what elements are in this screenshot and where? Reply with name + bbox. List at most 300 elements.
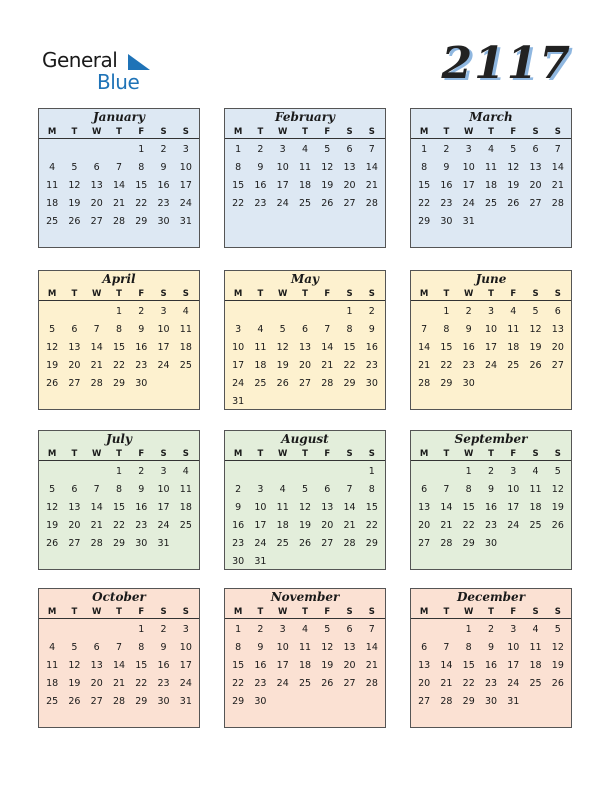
week-row xyxy=(225,357,385,375)
weekday-label: W xyxy=(278,607,288,617)
weekday-label: M xyxy=(47,127,57,137)
day-cell: 11 xyxy=(254,342,267,353)
day-cell: 20 xyxy=(90,198,103,209)
day-cell: 13 xyxy=(68,342,81,353)
day-cell xyxy=(502,535,524,553)
weekday-label: S xyxy=(346,289,353,299)
week-row xyxy=(39,621,199,639)
day-cell: 18 xyxy=(298,180,312,191)
day-cell xyxy=(524,693,546,711)
day-cell xyxy=(361,393,383,411)
day-grid xyxy=(39,301,199,393)
week-row xyxy=(39,303,199,321)
weekday-label: W xyxy=(464,289,474,299)
day-cell xyxy=(86,463,108,481)
day-cell: 24 xyxy=(462,198,475,209)
week-row xyxy=(225,535,385,553)
day-cell: 16 xyxy=(365,342,378,353)
week-row xyxy=(39,499,199,517)
day-cell: 17 xyxy=(254,520,267,531)
day-cell xyxy=(272,553,294,571)
month-december xyxy=(410,588,572,728)
day-cell: 5 xyxy=(554,466,561,477)
day-cell: 4 xyxy=(182,306,189,317)
day-cell: 17 xyxy=(462,180,475,191)
day-cell: 15 xyxy=(365,502,378,513)
day-cell: 26 xyxy=(551,520,564,531)
weekday-label: T xyxy=(71,607,78,617)
week-row xyxy=(411,357,571,375)
day-cell: 21 xyxy=(343,520,356,531)
weekday-label: T xyxy=(443,607,450,617)
day-cell xyxy=(294,463,316,481)
day-cell: 15 xyxy=(462,660,475,671)
day-cell: 12 xyxy=(321,642,334,653)
day-cell: 18 xyxy=(484,180,498,191)
day-cell: 17 xyxy=(157,502,170,513)
day-cell: 7 xyxy=(443,484,450,495)
day-cell: 15 xyxy=(135,180,148,191)
day-cell: 30 xyxy=(484,538,498,549)
week-row xyxy=(39,159,199,177)
day-cell xyxy=(108,141,130,159)
logo-blue-text: Blue xyxy=(97,70,140,94)
day-cell: 31 xyxy=(179,696,192,707)
day-cell: 31 xyxy=(179,216,192,227)
day-grid xyxy=(225,461,385,571)
day-cell: 19 xyxy=(298,520,312,531)
weekday-label: S xyxy=(554,127,561,137)
day-cell xyxy=(86,303,108,321)
day-cell: 23 xyxy=(254,678,267,689)
weekday-label: S xyxy=(346,127,353,137)
day-cell: 4 xyxy=(510,306,517,317)
weekday-label: W xyxy=(92,449,102,459)
brand-logo xyxy=(42,48,162,98)
day-cell: 21 xyxy=(440,678,453,689)
day-cell: 22 xyxy=(232,198,245,209)
day-cell: 29 xyxy=(112,378,126,389)
day-cell: 28 xyxy=(343,538,356,549)
day-cell xyxy=(63,141,85,159)
week-row xyxy=(225,177,385,195)
day-cell: 22 xyxy=(462,520,475,531)
day-cell: 11 xyxy=(529,642,542,653)
week-row xyxy=(225,639,385,657)
day-cell: 30 xyxy=(157,216,170,227)
day-grid xyxy=(411,139,571,231)
day-cell: 30 xyxy=(254,696,267,707)
day-cell: 4 xyxy=(49,642,56,653)
week-row xyxy=(411,675,571,693)
day-cell xyxy=(435,463,457,481)
day-cell: 14 xyxy=(112,180,126,191)
day-cell: 13 xyxy=(418,502,431,513)
month-grid xyxy=(38,108,576,734)
day-cell: 3 xyxy=(279,624,286,635)
day-cell: 20 xyxy=(343,180,356,191)
day-cell: 10 xyxy=(254,502,267,513)
day-cell: 4 xyxy=(532,466,539,477)
day-cell: 5 xyxy=(71,642,78,653)
day-cell: 25 xyxy=(46,696,59,707)
day-cell: 18 xyxy=(529,660,542,671)
day-cell: 10 xyxy=(157,324,170,335)
day-cell: 6 xyxy=(324,484,331,495)
day-cell xyxy=(524,535,546,553)
weekday-label: T xyxy=(257,607,264,617)
day-cell: 31 xyxy=(232,396,245,407)
day-cell: 25 xyxy=(254,378,267,389)
day-cell: 16 xyxy=(135,342,148,353)
week-row xyxy=(225,375,385,393)
day-cell: 8 xyxy=(443,324,450,335)
day-cell: 25 xyxy=(484,198,498,209)
day-cell: 3 xyxy=(182,624,189,635)
week-row xyxy=(411,195,571,213)
day-cell: 8 xyxy=(138,162,145,173)
day-cell: 24 xyxy=(179,198,192,209)
day-cell: 28 xyxy=(551,198,564,209)
day-grid xyxy=(411,461,571,553)
day-cell: 6 xyxy=(554,306,561,317)
day-cell: 28 xyxy=(90,538,103,549)
day-cell: 19 xyxy=(46,520,59,531)
weekday-label: T xyxy=(443,127,450,137)
day-cell xyxy=(316,553,338,571)
day-cell xyxy=(272,463,294,481)
day-cell: 29 xyxy=(343,378,356,389)
day-cell: 23 xyxy=(157,678,170,689)
day-cell: 28 xyxy=(112,696,126,707)
day-cell: 18 xyxy=(507,342,520,353)
day-cell: 3 xyxy=(487,306,494,317)
day-cell: 21 xyxy=(90,360,103,371)
day-cell xyxy=(547,375,569,393)
month-october xyxy=(38,588,200,728)
day-cell: 26 xyxy=(529,360,542,371)
day-cell: 11 xyxy=(276,502,289,513)
day-cell: 12 xyxy=(298,502,312,513)
weekday-label: W xyxy=(92,127,102,137)
day-cell: 19 xyxy=(551,660,564,671)
day-cell: 16 xyxy=(462,342,475,353)
weekday-label: S xyxy=(532,607,539,617)
weekday-label: S xyxy=(346,607,353,617)
weekday-label: W xyxy=(464,127,474,137)
weekday-label: W xyxy=(464,449,474,459)
day-cell: 29 xyxy=(232,696,245,707)
weekday-label: M xyxy=(233,127,243,137)
day-cell: 10 xyxy=(484,324,498,335)
day-cell: 25 xyxy=(298,198,312,209)
day-cell: 20 xyxy=(68,520,81,531)
day-cell: 20 xyxy=(343,660,356,671)
weekday-label: T xyxy=(488,289,494,299)
day-cell: 11 xyxy=(179,324,192,335)
day-cell: 18 xyxy=(276,520,289,531)
day-cell: 10 xyxy=(179,162,192,173)
day-cell: 29 xyxy=(112,538,126,549)
day-grid xyxy=(39,619,199,711)
day-cell: 21 xyxy=(440,520,453,531)
day-cell: 1 xyxy=(115,466,122,477)
day-cell xyxy=(338,463,360,481)
day-cell xyxy=(227,463,249,481)
day-cell xyxy=(108,621,130,639)
day-cell: 24 xyxy=(179,678,192,689)
day-cell: 12 xyxy=(46,342,59,353)
week-row xyxy=(411,339,571,357)
weekday-label: S xyxy=(182,127,189,137)
day-cell: 26 xyxy=(68,696,81,707)
day-cell: 17 xyxy=(157,342,170,353)
day-cell: 22 xyxy=(135,198,148,209)
day-cell: 26 xyxy=(507,198,520,209)
day-cell: 3 xyxy=(279,144,286,155)
week-row xyxy=(225,621,385,639)
day-cell: 8 xyxy=(465,484,472,495)
weekday-header xyxy=(39,126,199,139)
weekday-label: S xyxy=(368,607,375,617)
weekday-label: W xyxy=(278,127,288,137)
day-cell: 27 xyxy=(90,696,103,707)
week-row xyxy=(225,159,385,177)
day-cell: 21 xyxy=(418,360,431,371)
day-cell: 20 xyxy=(298,360,312,371)
day-cell: 5 xyxy=(279,324,286,335)
weekday-label: S xyxy=(182,289,189,299)
day-cell: 24 xyxy=(157,520,170,531)
day-cell: 26 xyxy=(298,538,312,549)
day-cell: 6 xyxy=(532,144,539,155)
day-cell: 28 xyxy=(440,538,453,549)
day-cell: 24 xyxy=(157,360,170,371)
day-cell: 31 xyxy=(157,538,170,549)
day-cell: 26 xyxy=(276,378,289,389)
day-cell: 2 xyxy=(235,484,242,495)
week-row xyxy=(39,463,199,481)
day-cell: 20 xyxy=(418,678,431,689)
day-cell: 4 xyxy=(49,162,56,173)
day-cell: 9 xyxy=(138,324,145,335)
weekday-label: F xyxy=(138,127,145,137)
day-cell xyxy=(480,375,502,393)
month-july xyxy=(38,430,200,570)
weekday-label: F xyxy=(324,607,331,617)
week-row xyxy=(411,159,571,177)
day-cell: 5 xyxy=(554,624,561,635)
day-cell: 16 xyxy=(157,180,170,191)
day-cell: 25 xyxy=(179,360,192,371)
weekday-label: M xyxy=(233,449,243,459)
week-row xyxy=(39,535,199,553)
weekday-label: W xyxy=(92,289,102,299)
day-cell: 29 xyxy=(462,696,475,707)
day-cell: 7 xyxy=(324,324,331,335)
weekday-label: S xyxy=(182,607,189,617)
day-cell xyxy=(524,375,546,393)
month-name: April xyxy=(102,272,136,286)
day-cell: 15 xyxy=(462,502,475,513)
day-cell xyxy=(227,303,249,321)
weekday-header xyxy=(411,448,571,461)
day-cell xyxy=(338,693,360,711)
day-cell: 2 xyxy=(487,624,494,635)
day-cell: 20 xyxy=(68,360,81,371)
day-cell xyxy=(63,463,85,481)
day-cell: 5 xyxy=(49,324,56,335)
day-cell: 18 xyxy=(529,502,542,513)
day-cell: 10 xyxy=(507,484,520,495)
day-cell: 28 xyxy=(365,678,378,689)
day-cell: 2 xyxy=(465,306,472,317)
day-cell: 26 xyxy=(321,198,334,209)
weekday-label: S xyxy=(368,127,375,137)
day-cell: 4 xyxy=(301,144,308,155)
week-row xyxy=(411,463,571,481)
month-name: January xyxy=(93,110,145,124)
weekday-header xyxy=(225,448,385,461)
month-name: March xyxy=(469,110,513,124)
day-cell: 21 xyxy=(321,360,334,371)
day-cell xyxy=(272,303,294,321)
weekday-label: F xyxy=(324,289,331,299)
day-cell: 13 xyxy=(343,642,356,653)
day-cell: 29 xyxy=(135,216,148,227)
day-cell: 15 xyxy=(112,502,126,513)
day-cell: 1 xyxy=(465,466,472,477)
day-grid xyxy=(411,301,571,393)
weekday-label: T xyxy=(257,289,264,299)
day-cell: 7 xyxy=(115,642,122,653)
day-cell: 5 xyxy=(71,162,78,173)
day-cell: 7 xyxy=(115,162,122,173)
day-cell xyxy=(338,553,360,571)
day-cell: 27 xyxy=(321,538,334,549)
day-cell: 19 xyxy=(529,342,542,353)
week-row xyxy=(411,517,571,535)
day-cell: 7 xyxy=(93,324,100,335)
weekday-label: T xyxy=(488,607,494,617)
day-cell: 14 xyxy=(343,502,356,513)
day-cell: 30 xyxy=(365,378,378,389)
day-cell: 29 xyxy=(440,378,453,389)
day-cell: 14 xyxy=(418,342,431,353)
day-cell: 9 xyxy=(160,642,167,653)
day-cell: 29 xyxy=(418,216,431,227)
day-cell: 22 xyxy=(112,360,126,371)
day-cell xyxy=(175,535,197,553)
weekday-header xyxy=(411,126,571,139)
day-cell: 25 xyxy=(276,538,289,549)
day-cell: 1 xyxy=(235,624,242,635)
week-row xyxy=(225,463,385,481)
day-cell xyxy=(86,141,108,159)
week-row xyxy=(225,657,385,675)
day-cell: 1 xyxy=(368,466,375,477)
month-june xyxy=(410,270,572,410)
day-cell: 16 xyxy=(254,180,267,191)
day-cell: 22 xyxy=(232,678,245,689)
weekday-label: W xyxy=(278,289,288,299)
day-cell: 9 xyxy=(487,642,494,653)
day-cell: 23 xyxy=(484,678,498,689)
day-cell: 23 xyxy=(365,360,378,371)
day-cell: 23 xyxy=(157,198,170,209)
day-cell: 14 xyxy=(440,502,453,513)
day-cell: 13 xyxy=(68,502,81,513)
week-row xyxy=(39,639,199,657)
day-cell: 30 xyxy=(157,696,170,707)
weekday-label: F xyxy=(510,607,517,617)
day-grid xyxy=(411,619,571,711)
weekday-label: W xyxy=(464,607,474,617)
day-cell: 21 xyxy=(365,660,378,671)
day-cell: 2 xyxy=(160,624,167,635)
day-cell: 8 xyxy=(346,324,353,335)
day-cell: 19 xyxy=(46,360,59,371)
day-cell: 25 xyxy=(298,678,312,689)
day-cell: 12 xyxy=(68,180,81,191)
day-cell: 5 xyxy=(510,144,517,155)
day-cell: 7 xyxy=(93,484,100,495)
day-cell: 13 xyxy=(418,660,431,671)
day-cell: 15 xyxy=(112,342,126,353)
weekday-label: S xyxy=(160,289,167,299)
day-cell: 18 xyxy=(298,660,312,671)
day-cell: 3 xyxy=(160,306,167,317)
day-cell: 25 xyxy=(46,216,59,227)
weekday-header xyxy=(39,288,199,301)
day-cell xyxy=(86,621,108,639)
day-cell: 3 xyxy=(182,144,189,155)
day-cell xyxy=(413,621,435,639)
day-cell xyxy=(502,213,524,231)
day-cell: 9 xyxy=(257,642,264,653)
month-name: August xyxy=(281,432,329,446)
week-row xyxy=(39,213,199,231)
day-cell: 13 xyxy=(90,180,103,191)
day-cell: 14 xyxy=(551,162,564,173)
day-cell: 9 xyxy=(257,162,264,173)
day-cell: 15 xyxy=(232,660,245,671)
weekday-header xyxy=(39,448,199,461)
day-cell: 7 xyxy=(346,484,353,495)
day-cell: 6 xyxy=(71,324,78,335)
day-cell: 6 xyxy=(346,144,353,155)
day-cell: 8 xyxy=(115,324,122,335)
day-cell: 13 xyxy=(551,324,564,335)
day-cell: 13 xyxy=(321,502,334,513)
weekday-label: T xyxy=(302,449,308,459)
day-cell xyxy=(413,463,435,481)
month-february xyxy=(224,108,386,248)
weekday-label: F xyxy=(324,127,331,137)
weekday-label: M xyxy=(233,607,243,617)
day-cell: 28 xyxy=(321,378,334,389)
weekday-label: F xyxy=(324,449,331,459)
day-cell: 24 xyxy=(507,678,520,689)
day-cell: 11 xyxy=(507,324,520,335)
day-cell: 19 xyxy=(321,660,334,671)
day-cell: 19 xyxy=(276,360,289,371)
day-cell: 17 xyxy=(507,502,520,513)
day-cell: 21 xyxy=(112,678,126,689)
day-cell: 31 xyxy=(254,556,267,567)
day-cell xyxy=(294,393,316,411)
weekday-label: T xyxy=(71,127,78,137)
